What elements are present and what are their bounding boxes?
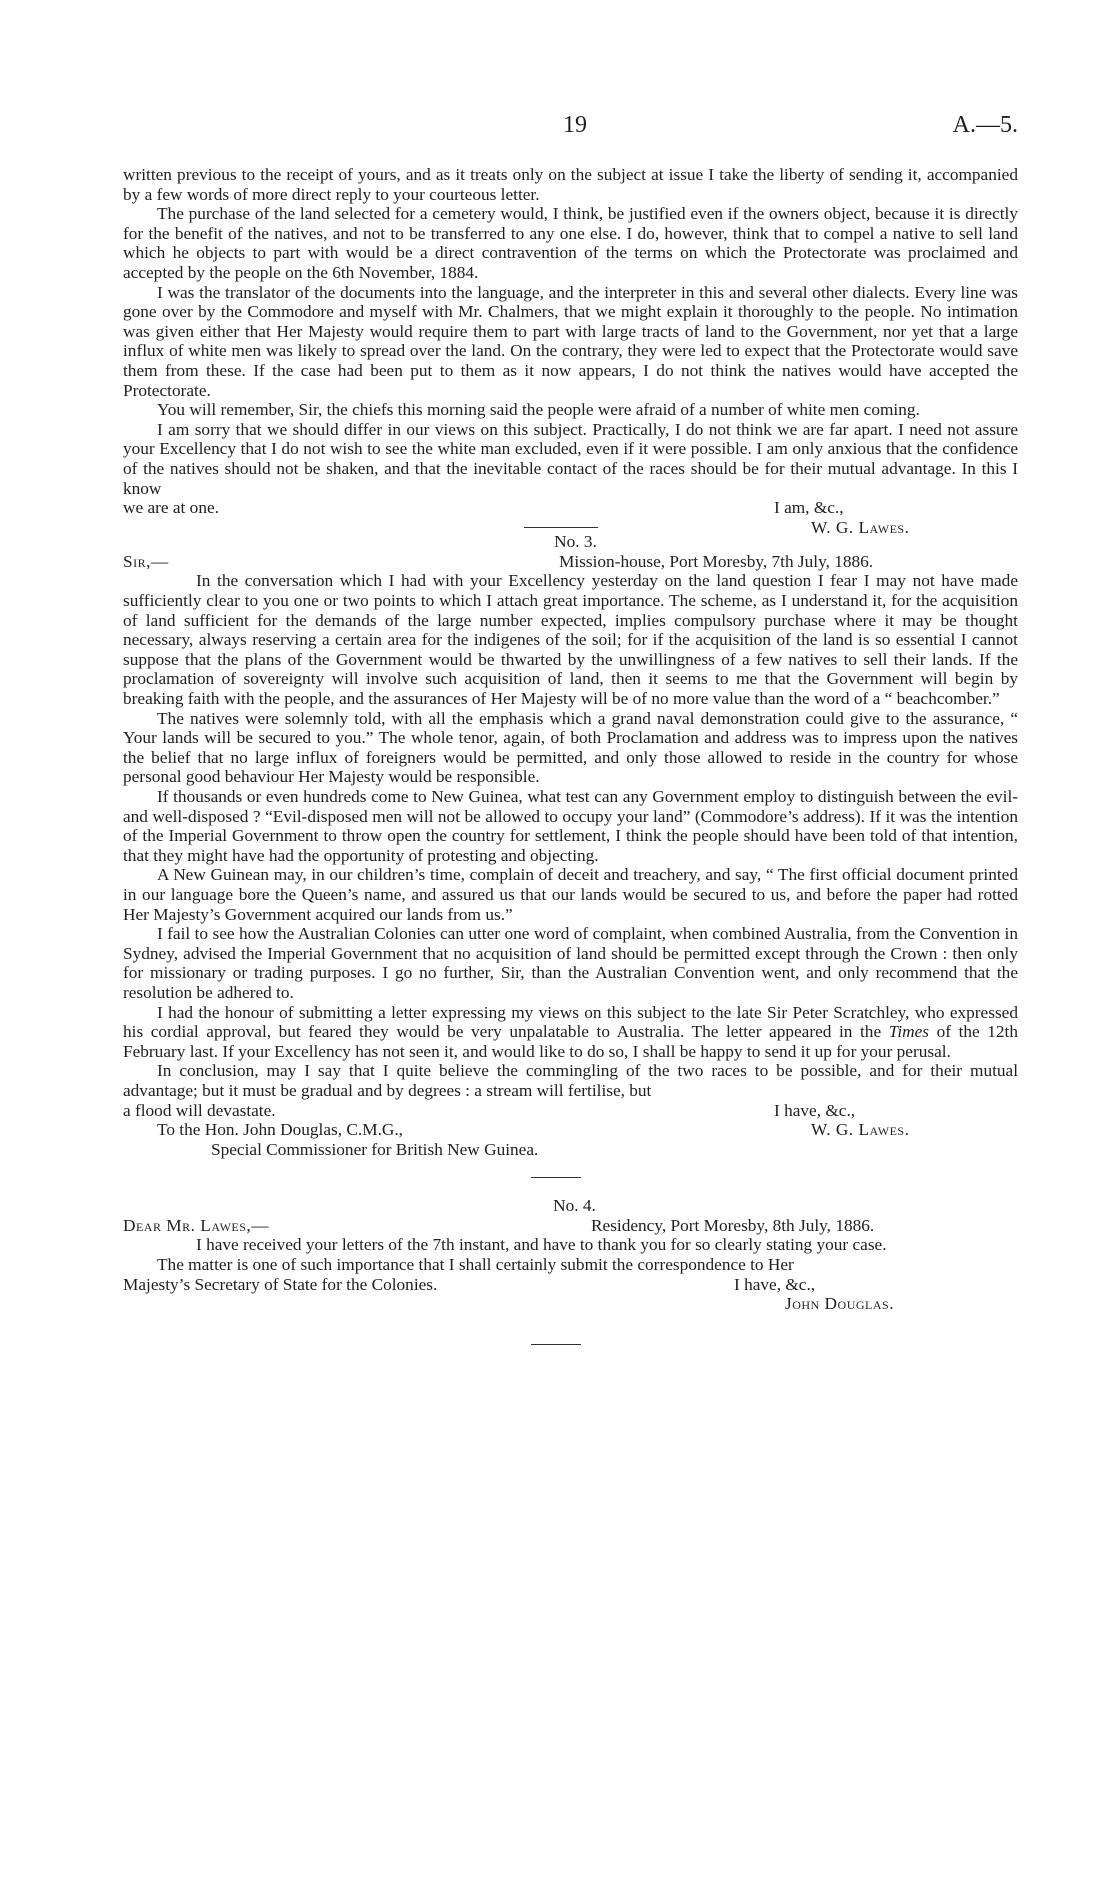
paragraph: I am sorry that we should differ in our views on this subject. Practically, I do not think we are far apart. I need not assure your Excellency that I do not wish to see the white man excluded, even if it were possible. I am only anxious that the confidence of the natives should not be shaken, and that the inevitable contact of the races should be for their mutual advantage. In this I know: [123, 419, 1018, 498]
separator-rule: [531, 1344, 581, 1345]
closing-row: [123, 1101, 1018, 1121]
newspaper-title: Times: [888, 1022, 930, 1042]
letter-3: [123, 528, 1018, 1159]
closing-row: [123, 1275, 1018, 1295]
paragraph: I have received your letters of the 7th instant, and have to thank you for so clearly stating your case.: [196, 1235, 887, 1255]
paragraph-end: a flood will devastate.: [123, 1100, 276, 1120]
paragraph: The purchase of the land selected for a cemetery would, I think, be justified even if the owners object, because it is directly for the benefit of the natives, and not to be transferred to any one else. I do, however, think that to compel a native to sell land which he objects to part with would be a direct contravention of the terms on which the Protectorate was proclaimed and accepted by the people on the 6th November, 1884.: [123, 204, 1018, 282]
paragraph: You will remember, Sir, the chiefs this morning said the people were afraid of a number of white men coming.: [157, 400, 920, 420]
closing: I have, &c.,: [734, 1274, 816, 1294]
addressee-title: Special Commissioner for British New Guinea.: [211, 1139, 539, 1159]
addressee: To the Hon. John Douglas, C.M.G.,: [157, 1120, 404, 1140]
address-row: [123, 552, 1018, 572]
letter-number: No. 3.: [554, 532, 597, 552]
addressee-row: [123, 1120, 1018, 1140]
page-body: [123, 165, 1018, 1345]
paragraph-end: we are at one.: [123, 498, 219, 518]
signature: W. G. Lawes.: [811, 1120, 910, 1140]
letter-4: [123, 1196, 1018, 1314]
letter-number: No. 4.: [553, 1196, 596, 1216]
paragraph: I fail to see how the Australian Colonies can utter one word of complaint, when combined Australia, from the Convention in Sydney, advised the Imperial Government that no acquisition of land should be permitted except through the Crown : then only for missionary or trading purposes. I go no further, Sir, than the Australian Convention went, and only recommend that the resolution be adhered to.: [123, 924, 1018, 1002]
paragraph: written previous to the receipt of yours, and as it treats only on the subject at issue I take the liberty of sending it, accompanied by a few words of more direct reply to your courteous letter.: [123, 165, 1018, 204]
signature-row: [123, 1294, 1018, 1314]
paragraph-end: Majesty’s Secretary of State for the Colonies.: [123, 1274, 438, 1294]
letter-2-continuation: [123, 165, 1018, 537]
paragraph: If thousands or even hundreds come to New Guinea, what test can any Government employ to distinguish between the evil- and well-disposed ? “Evil-disposed men will not be allowed to occupy your land” (Commodore’s address). If it was the intention of the Imperial Government to throw open the country for settlement, I think the people should have been told of that intention, that they might have had the opportunity of protesting and objecting.: [123, 787, 1018, 865]
closing-row: [123, 498, 1018, 518]
paragraph: In the conversation which I had with your Excellency yesterday on the land question I fear I may not have made sufficiently clear to you one or two points to which I attach great importance. The scheme, as I understand it, for the acquisition of land sufficient for the demands of the large number expected, implies compulsory purchase where it may be thought necessary, always reserving a certain area for the indigenes of the soil; for if the acquisition of the land is so essential I cannot suppose that the plans of the Government would be thwarted by the unwillingness of a few natives to sell their lands. If the proclamation of sovereignty will involve such acquisition of land, then it seems to me that the Government will begin by breaking faith with the people, and the assurances of Her Majesty will be of no more value than the word of a “ beachcomber.”: [123, 571, 1018, 709]
salutation: Dear Mr. Lawes,—: [123, 1215, 270, 1235]
paragraph: In conclusion, may I say that I quite believe the commingling of the two races to be possible, and for their mutual advantage; but it must be gradual and by degrees : a stream will fertilise, but: [123, 1061, 1018, 1100]
page-header: [123, 112, 1018, 142]
paragraph: I was the translator of the documents into the language, and the interpreter in this and several other dialects. Every line was gone over by the Commodore and myself with Mr. Chalmers, that we might explain it thoroughly to the people. No intimation was given either that Her Majesty would require them to part with large tracts of land to the Government, nor yet that a large influx of white men was likely to spread over the land. On the contrary, they were led to expect that the Protectorate would save them from these. If the case had been put to them as it now appears, I do not think the natives would have accepted the Protectorate.: [123, 282, 1018, 400]
address-row: [123, 1216, 1018, 1236]
signature: W. G. Lawes.: [811, 517, 910, 537]
signature-row: [123, 518, 1018, 538]
closing: I am, &c.,: [774, 498, 844, 518]
paragraph: The matter is one of such importance that I shall certainly submit the correspondence to Her: [157, 1255, 794, 1275]
salutation: Sir,—: [123, 551, 169, 571]
document-reference: A.—5.: [952, 112, 1018, 138]
paragraph: The natives were solemnly told, with all the emphasis which a grand naval demonstration could give to the assurance, “ Your lands will be secured to you.” The whole tenor, again, of both Proclamation and address was to impress upon the natives the belief that no large influx of foreigners would be permitted, and only those allowed to reside in the country for whose personal good behaviour Her Majesty would be responsible.: [123, 708, 1018, 787]
addressee-title-row: [123, 1140, 1018, 1160]
address-date: Residency, Port Moresby, 8th July, 1886.: [591, 1215, 875, 1235]
signature: John Douglas.: [785, 1294, 895, 1314]
page-number: 19: [563, 112, 587, 138]
closing: I have, &c.,: [774, 1100, 856, 1120]
paragraph: A New Guinean may, in our children’s time, complain of deceit and treachery, and say, “ The first official document printed in our language bore the Queen’s name, and assured us that our lands would be secured to us, and before the paper had rotted Her Majesty’s Government acquired our lands from us.”: [123, 865, 1018, 924]
address-date: Mission-house, Port Moresby, 7th July, 1886.: [559, 551, 874, 571]
paragraph-times: I had the honour of submitting a letter expressing my views on this subject to the late Sir Peter Scratchley, who expressed his cordial approval, but feared they would be very unpalatable to Australia. The letter appeared in the Times of the 12th February last. If your Excellency has not seen it, and would like to do so, I shall be happy to send it up for your perusal.: [123, 1002, 1018, 1061]
